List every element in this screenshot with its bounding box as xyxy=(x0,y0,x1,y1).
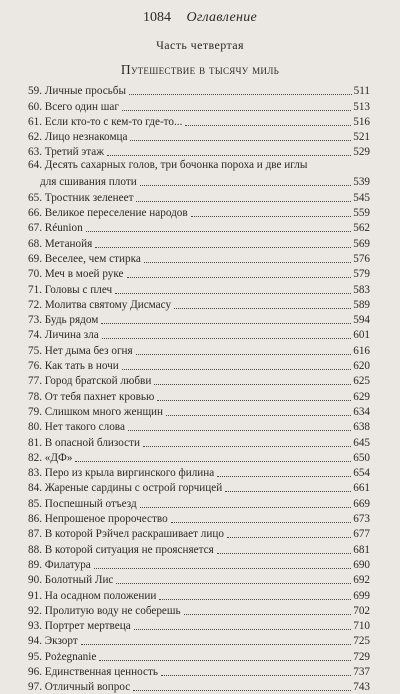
dot-leader xyxy=(166,415,351,416)
toc-entry-page: 692 xyxy=(353,574,370,587)
toc-entry xyxy=(28,526,370,541)
page-number: 1084 xyxy=(142,10,171,25)
toc-entry xyxy=(28,266,370,281)
toc-entry-page: 634 xyxy=(353,405,370,418)
toc-entry-title: 86. Непрошеное пророчество xyxy=(28,513,168,526)
dot-leader xyxy=(134,629,352,630)
toc-entry-title: 78. От тебя пахнет кровью xyxy=(28,390,155,403)
dot-leader xyxy=(217,476,351,477)
toc-entry xyxy=(28,235,370,250)
toc-entry-title: 61. Если кто-то с кем-то где-то... xyxy=(28,115,183,128)
toc-entry-title: 77. Город братской любви xyxy=(28,375,152,388)
toc-entry xyxy=(28,557,370,572)
toc-entry xyxy=(28,373,370,388)
toc-entry-page: 645 xyxy=(353,436,370,449)
toc-entry-title: 88. В которой ситуация не проясняется xyxy=(28,543,214,556)
dot-leader xyxy=(86,231,352,232)
toc-entry xyxy=(28,511,370,526)
toc-entry xyxy=(28,618,370,633)
toc-entry xyxy=(28,572,370,587)
toc-entry-page: 710 xyxy=(353,620,370,633)
toc-entry xyxy=(28,83,370,98)
toc-entry xyxy=(28,220,370,235)
toc-entry-title: 73. Будь рядом xyxy=(28,314,99,327)
toc-entry xyxy=(28,664,370,679)
toc-entry-title: 74. Личина зла xyxy=(28,329,99,342)
toc-entry-title: 59. Личные просьбы xyxy=(28,85,126,98)
toc-entry xyxy=(28,587,370,602)
dot-leader xyxy=(217,553,351,554)
toc-entry-title: 63. Третий этаж xyxy=(28,146,104,159)
toc-entry-title: 60. Всего один шаг xyxy=(28,100,119,113)
toc-entry-title: 82. «ДФ» xyxy=(28,451,73,464)
toc-entry-page: 690 xyxy=(353,558,370,571)
toc-entry-page: 654 xyxy=(353,467,370,480)
dot-leader xyxy=(115,293,351,294)
toc-entry xyxy=(28,144,370,159)
toc-entry-page: 737 xyxy=(353,665,370,678)
dot-leader xyxy=(184,614,352,615)
toc-entry xyxy=(28,495,370,510)
toc-entry xyxy=(28,114,370,129)
running-title: Оглавление xyxy=(186,10,258,25)
dot-leader xyxy=(143,446,351,447)
dot-leader xyxy=(161,675,351,676)
dot-leader xyxy=(140,185,352,186)
dot-leader xyxy=(107,155,351,156)
toc-entry-page: 669 xyxy=(353,497,370,510)
toc-entry xyxy=(28,189,370,204)
toc-entry xyxy=(28,358,370,373)
dot-leader xyxy=(157,400,351,401)
toc-entry-title: 76. Как тать в ночи xyxy=(28,360,119,373)
toc-entry-page: 729 xyxy=(353,650,370,663)
toc-entry-page: 539 xyxy=(353,176,370,189)
toc-entry-title: 84. Жареные сардины с острой горчицей xyxy=(28,482,223,495)
toc-entry-page: 562 xyxy=(353,222,370,235)
dot-leader xyxy=(171,522,352,523)
dot-leader xyxy=(116,583,351,584)
toc-entry-title: 71. Головы с плеч xyxy=(28,283,113,296)
toc-entry-title: 94. Экзорт xyxy=(28,635,78,648)
toc-entry-page: 650 xyxy=(353,451,370,464)
toc-entry xyxy=(28,98,370,113)
dot-leader xyxy=(185,125,351,126)
toc-entry-title: 70. Меч в моей руке xyxy=(28,268,124,281)
dot-leader xyxy=(95,247,351,248)
toc-entry-page: 516 xyxy=(353,115,370,128)
toc-entry xyxy=(28,603,370,618)
toc-entry-page: 677 xyxy=(353,528,370,541)
toc-entry xyxy=(28,312,370,327)
toc-entry-title: 80. Нет такого слова xyxy=(28,421,125,434)
toc-entry-page: 673 xyxy=(353,513,370,526)
dot-leader xyxy=(122,369,351,370)
dot-leader xyxy=(102,338,352,339)
section-heading: Путешествие в тысячу миль xyxy=(120,62,280,77)
toc-entry-title: 64. Десять сахарных голов, три бочонка пороха и две иглы xyxy=(28,159,308,172)
toc-entry-page: 699 xyxy=(353,589,370,602)
dot-leader xyxy=(127,277,352,278)
dot-leader xyxy=(136,201,351,202)
toc-entry-page: 521 xyxy=(353,131,370,144)
toc-entry-page: 625 xyxy=(353,375,370,388)
toc-entry xyxy=(28,465,370,480)
toc-entry-title: 81. В опасной близости xyxy=(28,436,140,449)
toc-entry xyxy=(28,648,370,663)
toc-entry xyxy=(28,281,370,296)
toc-entry xyxy=(28,541,370,556)
toc-entry-title: 90. Болотный Лис xyxy=(28,574,114,587)
toc-entry-page: 594 xyxy=(353,314,370,327)
toc-entry-title: 93. Портрет мертвеца xyxy=(28,620,131,633)
dot-leader xyxy=(81,644,351,645)
dot-leader xyxy=(174,308,351,309)
dot-leader xyxy=(140,507,352,508)
toc-entry-title: 67. Réunion xyxy=(28,222,83,235)
toc-entry xyxy=(28,159,370,189)
dot-leader xyxy=(225,491,351,492)
toc-entry-title: 68. Метанойя xyxy=(28,237,93,250)
toc-entry-page: 513 xyxy=(353,100,370,113)
toc-entry xyxy=(28,450,370,465)
dot-leader xyxy=(136,354,352,355)
toc-entry xyxy=(28,205,370,220)
toc-entry xyxy=(28,419,370,434)
toc-entry-page: 529 xyxy=(353,146,370,159)
dot-leader xyxy=(130,140,351,141)
toc-entry-page: 620 xyxy=(353,360,370,373)
table-of-contents xyxy=(28,83,370,694)
toc-entry xyxy=(28,327,370,342)
dot-leader xyxy=(129,94,352,95)
toc-entry-title: 65. Тростник зеленеет xyxy=(28,191,134,204)
toc-entry-title: 85. Поспешный отъезд xyxy=(28,497,137,510)
toc-entry-page: 559 xyxy=(353,207,370,220)
dot-leader xyxy=(144,262,351,263)
toc-entry-page: 583 xyxy=(353,283,370,296)
toc-entry-page: 579 xyxy=(353,268,370,281)
dot-leader xyxy=(101,323,351,324)
toc-entry-page: 638 xyxy=(353,421,370,434)
toc-entry xyxy=(28,129,370,144)
toc-entry-page: 576 xyxy=(353,252,370,265)
toc-entry-page: 743 xyxy=(353,681,370,694)
toc-entry xyxy=(28,251,370,266)
toc-entry-page: 545 xyxy=(353,191,370,204)
toc-entry-page: 589 xyxy=(353,298,370,311)
toc-entry-page: 681 xyxy=(353,543,370,556)
toc-entry xyxy=(28,404,370,419)
toc-entry-page: 725 xyxy=(353,635,370,648)
toc-entry-title: 96. Единственная ценность xyxy=(28,665,158,678)
toc-entry xyxy=(28,480,370,495)
toc-entry-title: 83. Перо из крыла виргинского филина xyxy=(28,467,215,480)
dot-leader xyxy=(75,461,351,462)
toc-entry-title: 79. Слишком много женщин xyxy=(28,405,164,418)
toc-entry-title: 97. Отличный вопрос xyxy=(28,681,131,694)
toc-entry-page: 629 xyxy=(353,390,370,403)
toc-entry-page: 702 xyxy=(353,604,370,617)
dot-leader xyxy=(159,599,351,600)
toc-entry-page: 616 xyxy=(353,344,370,357)
toc-entry xyxy=(28,434,370,449)
dot-leader xyxy=(191,216,352,217)
toc-entry-title: 69. Веселее, чем стирка xyxy=(28,252,141,265)
part-heading: Часть четвертая xyxy=(156,38,244,52)
toc-entry-title: 92. Пролитую воду не соберешь xyxy=(28,604,181,617)
dot-leader xyxy=(99,660,351,661)
running-header xyxy=(0,8,400,28)
toc-entry-title: 95. Pożegnanie xyxy=(28,650,97,663)
toc-entry-title: 89. Филатура xyxy=(28,558,91,571)
toc-entry-page: 661 xyxy=(353,482,370,495)
toc-entry-title: 75. Нет дыма без огня xyxy=(28,344,133,357)
toc-entry xyxy=(28,297,370,312)
toc-entry-title: 66. Великое переселение народов xyxy=(28,207,188,220)
toc-entry-page: 569 xyxy=(353,237,370,250)
toc-entry xyxy=(28,342,370,357)
toc-entry-title: 72. Молитва святому Дисмасу xyxy=(28,298,172,311)
toc-entry-title: 91. На осадном положении xyxy=(28,589,157,602)
dot-leader xyxy=(154,384,351,385)
dot-leader xyxy=(128,430,351,431)
toc-entry-title: 62. Лицо незнакомца xyxy=(28,131,128,144)
dot-leader xyxy=(122,110,351,111)
dot-leader xyxy=(94,568,351,569)
toc-entry xyxy=(28,679,370,694)
toc-entry-title: 87. В которой Рэйчел раскрашивает лицо xyxy=(28,528,224,541)
dot-leader xyxy=(227,537,351,538)
toc-entry-page: 601 xyxy=(353,329,370,342)
toc-entry xyxy=(28,388,370,403)
toc-entry-title-continued: для сшивания плоти xyxy=(40,176,137,189)
toc-entry xyxy=(28,633,370,648)
dot-leader xyxy=(133,690,351,691)
toc-entry-page: 511 xyxy=(353,85,370,98)
